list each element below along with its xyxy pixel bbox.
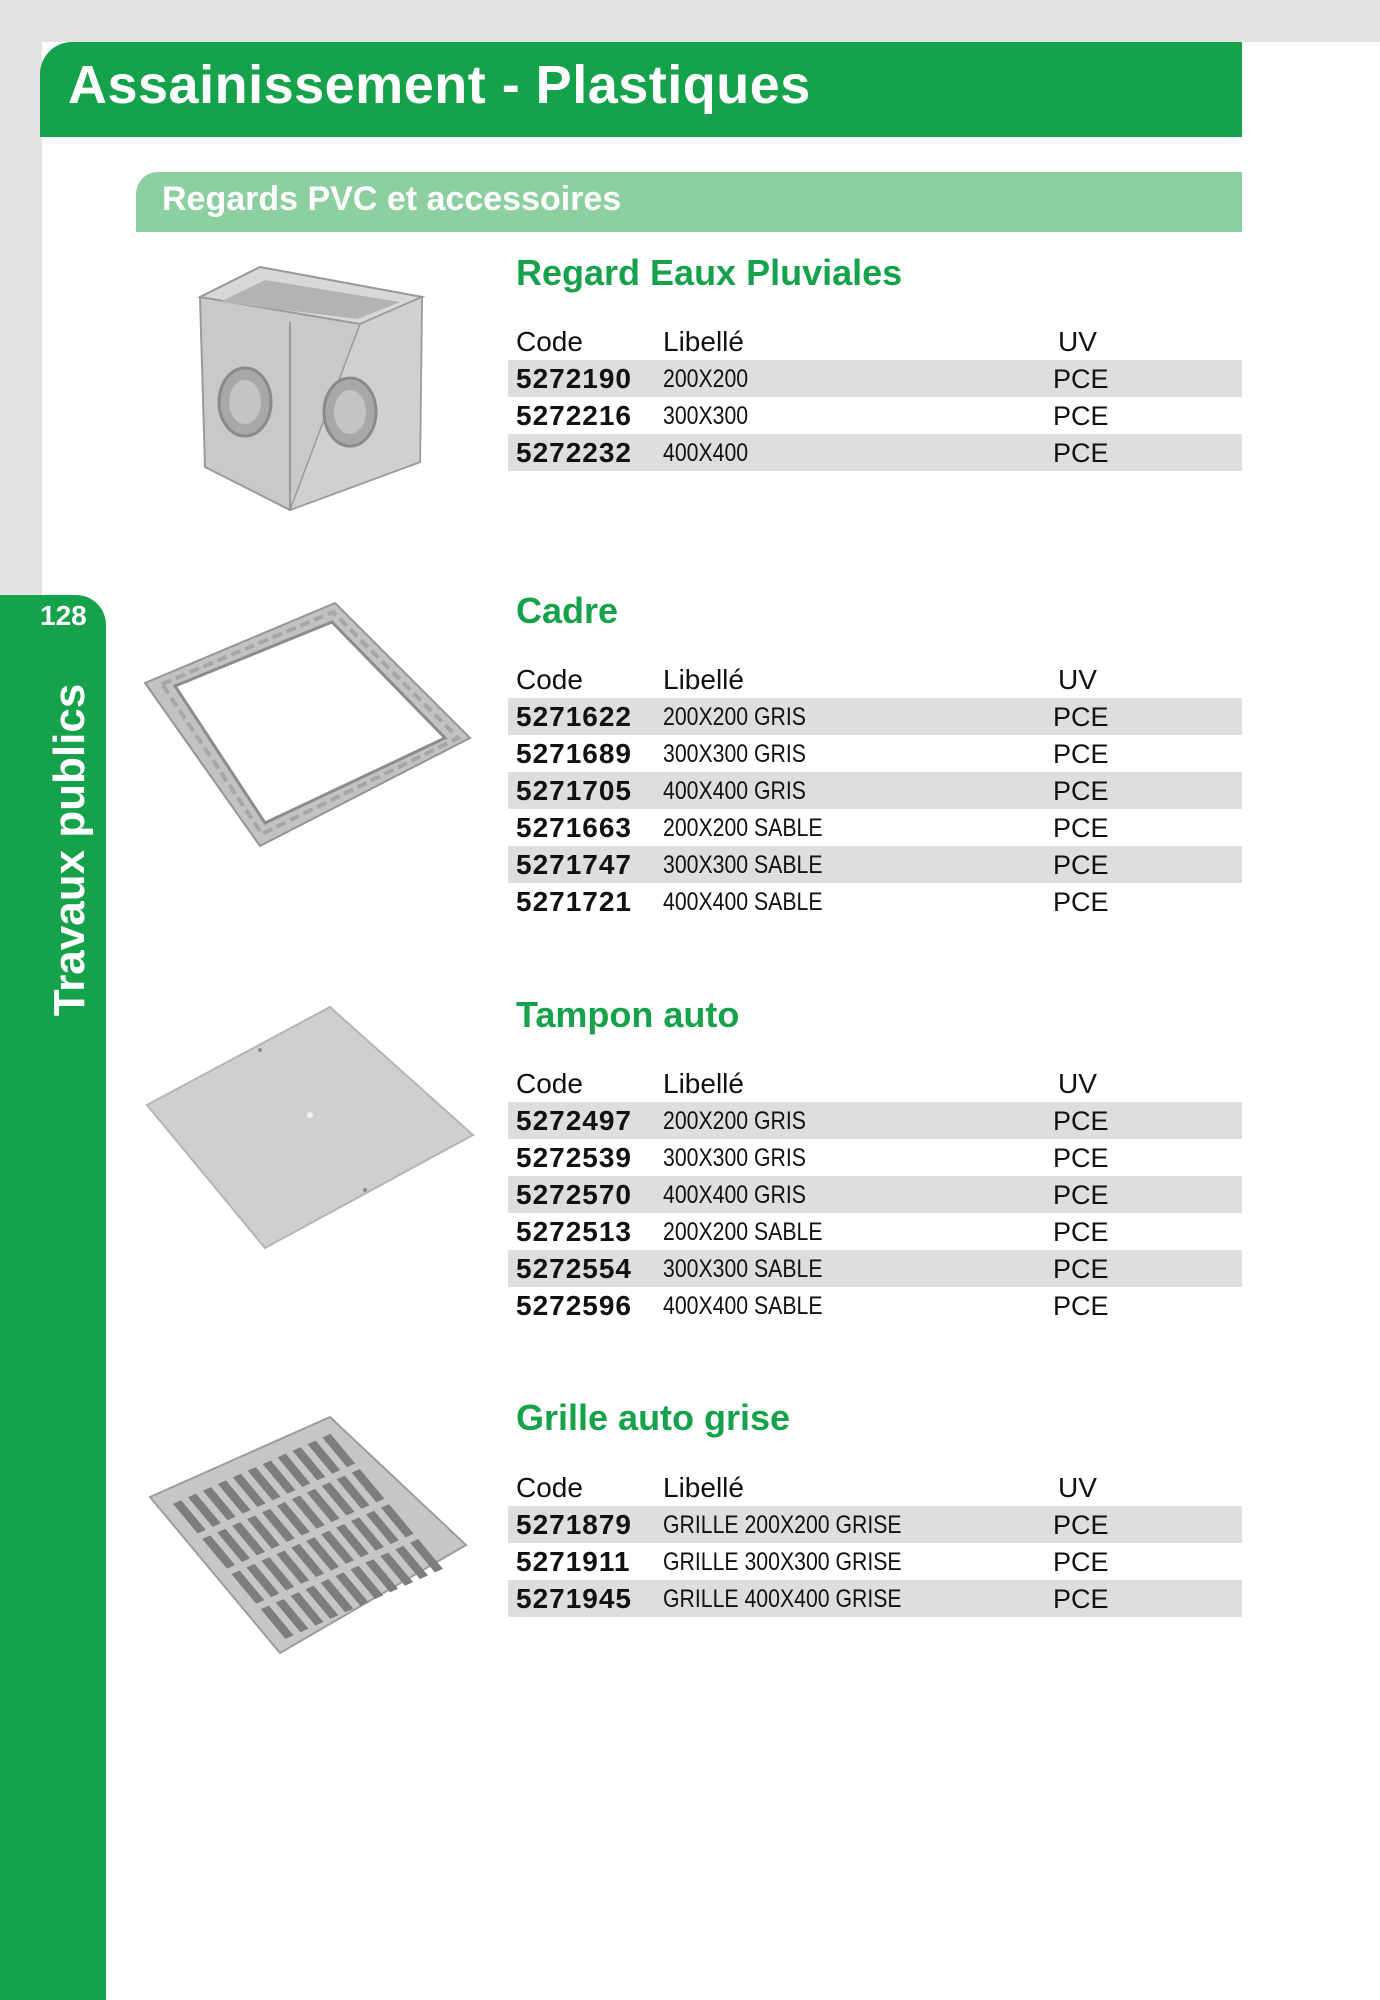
- product-table-cadre: [508, 662, 1242, 920]
- cell-libelle: 400X400 GRIS: [663, 1181, 806, 1209]
- cell-libelle: 200X200 GRIS: [663, 1107, 806, 1135]
- cell-uv: PCE: [1053, 438, 1109, 468]
- cell-uv: PCE: [1053, 1217, 1109, 1247]
- table-row: [508, 772, 1242, 809]
- table-row: [508, 809, 1242, 846]
- header-libelle: Libellé: [663, 664, 744, 695]
- cell-uv: PCE: [1053, 1106, 1109, 1136]
- table-row: [508, 698, 1242, 735]
- cell-code: 5272513: [516, 1216, 633, 1247]
- cell-libelle: 200X200 SABLE: [663, 1218, 823, 1246]
- header-code: Code: [516, 326, 583, 357]
- table-row: [508, 1213, 1242, 1250]
- cell-code: 5271663: [516, 812, 633, 843]
- cell-code: 5271911: [516, 1546, 631, 1577]
- cell-uv: PCE: [1053, 1143, 1109, 1173]
- cell-code: 5271622: [516, 701, 633, 732]
- cell-code: 5272190: [516, 363, 633, 394]
- table-row: [508, 1102, 1242, 1139]
- cell-libelle: 200X200: [663, 365, 749, 393]
- cell-uv: PCE: [1053, 850, 1109, 880]
- table-row: [508, 883, 1242, 920]
- page-number: 128: [40, 600, 87, 631]
- table-row: [508, 1580, 1242, 1617]
- cell-uv: PCE: [1053, 739, 1109, 769]
- header-libelle: Libellé: [663, 326, 744, 357]
- cell-uv: PCE: [1053, 1584, 1109, 1614]
- cell-libelle: GRILLE 300X300 GRISE: [663, 1548, 902, 1576]
- cell-code: 5272232: [516, 437, 633, 468]
- cell-code: 5272539: [516, 1142, 633, 1173]
- cell-uv: PCE: [1053, 1547, 1109, 1577]
- cell-uv: PCE: [1053, 1510, 1109, 1540]
- cell-code: 5271945: [516, 1583, 633, 1614]
- table-row: [508, 434, 1242, 471]
- page-title: Assainissement - Plastiques: [68, 55, 811, 115]
- cell-libelle: 400X400 SABLE: [663, 1292, 823, 1320]
- cell-uv: PCE: [1053, 401, 1109, 431]
- product-title-tampon: Tampon auto: [516, 994, 740, 1035]
- product-title-grille: Grille auto grise: [516, 1397, 791, 1438]
- table-row: [508, 1287, 1242, 1324]
- cell-libelle: 400X400 SABLE: [663, 888, 823, 916]
- header-libelle: Libellé: [663, 1068, 744, 1099]
- table-header: [508, 1066, 1242, 1102]
- left-band: [0, 0, 42, 600]
- cell-uv: PCE: [1053, 887, 1109, 917]
- table-row: [508, 397, 1242, 434]
- cell-libelle: GRILLE 400X400 GRISE: [663, 1585, 902, 1613]
- cell-code: 5271721: [516, 886, 633, 917]
- cell-code: 5272497: [516, 1105, 633, 1136]
- side-label: Travaux publics: [45, 683, 94, 1017]
- header-code: Code: [516, 1472, 583, 1503]
- table-row: [508, 1250, 1242, 1287]
- cell-libelle: 200X200 GRIS: [663, 703, 806, 731]
- tampon-image: [145, 1005, 475, 1250]
- cell-uv: PCE: [1053, 702, 1109, 732]
- cell-libelle: 300X300: [663, 402, 749, 430]
- header-uv: UV: [1058, 326, 1097, 357]
- header-uv: UV: [1058, 1068, 1097, 1099]
- table-row: [508, 360, 1242, 397]
- cell-code: 5271879: [516, 1509, 633, 1540]
- section-header: [136, 172, 1242, 232]
- grille-image: [148, 1415, 468, 1655]
- product-table-tampon: [508, 1066, 1242, 1324]
- header-uv: UV: [1058, 664, 1097, 695]
- cell-code: 5272596: [516, 1290, 633, 1321]
- header-libelle: Libellé: [663, 1472, 744, 1503]
- product-table-regard: [508, 324, 1242, 471]
- cell-libelle: 400X400 GRIS: [663, 777, 806, 805]
- cell-libelle: GRILLE 200X200 GRISE: [663, 1511, 902, 1539]
- regard-image: [190, 262, 430, 512]
- cell-libelle: 300X300 GRIS: [663, 1144, 806, 1172]
- page-title-bar: [40, 42, 1242, 137]
- table-row: [508, 1506, 1242, 1543]
- table-header: [508, 324, 1242, 360]
- header-uv: UV: [1058, 1472, 1097, 1503]
- cell-code: 5272554: [516, 1253, 633, 1284]
- table-row: [508, 735, 1242, 772]
- cadre-image: [140, 598, 475, 853]
- table-row: [508, 846, 1242, 883]
- table-header: [508, 1470, 1242, 1506]
- table-row: [508, 1176, 1242, 1213]
- cell-libelle: 200X200 SABLE: [663, 814, 823, 842]
- table-header: [508, 662, 1242, 698]
- cell-libelle: 400X400: [663, 439, 749, 467]
- section-title: Regards PVC et accessoires: [162, 180, 622, 218]
- cell-code: 5272216: [516, 400, 633, 431]
- cell-uv: PCE: [1053, 364, 1109, 394]
- cell-uv: PCE: [1053, 1180, 1109, 1210]
- product-table-grille: [508, 1470, 1242, 1617]
- cell-libelle: 300X300 SABLE: [663, 1255, 823, 1283]
- header-code: Code: [516, 664, 583, 695]
- cell-uv: PCE: [1053, 813, 1109, 843]
- cell-libelle: 300X300 GRIS: [663, 740, 806, 768]
- cell-uv: PCE: [1053, 776, 1109, 806]
- cell-uv: PCE: [1053, 1291, 1109, 1321]
- product-title-cadre: Cadre: [516, 590, 619, 631]
- cell-code: 5271747: [516, 849, 633, 880]
- cell-code: 5272570: [516, 1179, 633, 1210]
- product-title-regard: Regard Eaux Pluviales: [516, 252, 903, 293]
- table-row: [508, 1543, 1242, 1580]
- table-row: [508, 1139, 1242, 1176]
- cell-libelle: 300X300 SABLE: [663, 851, 823, 879]
- cell-code: 5271689: [516, 738, 633, 769]
- header-code: Code: [516, 1068, 583, 1099]
- cell-uv: PCE: [1053, 1254, 1109, 1284]
- cell-code: 5271705: [516, 775, 633, 806]
- top-band: [0, 0, 1380, 42]
